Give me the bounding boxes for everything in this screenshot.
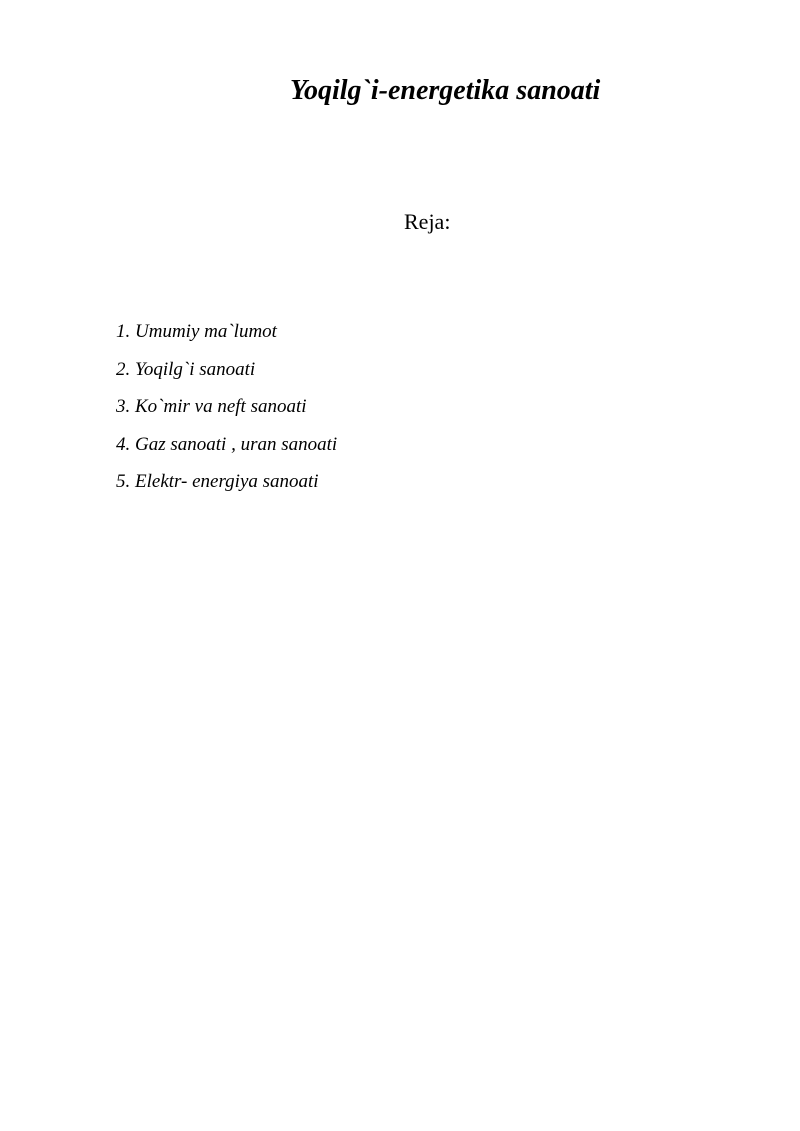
- plan-heading: Reja:: [404, 209, 451, 234]
- plan-item: 1. Umumiy ma`lumot: [116, 321, 277, 342]
- plan-item: 4. Gaz sanoati , uran sanoati: [116, 433, 338, 455]
- plan-item: 2. Yoqilg`i sanoati: [116, 358, 256, 380]
- document-title: Yoqilg`i-energetika sanoati: [290, 75, 601, 106]
- plan-item: 5. Elektr- energiya sanoati: [116, 471, 319, 492]
- plan-list: [116, 319, 337, 507]
- plan-item: 3. Ko`mir va neft sanoati: [116, 396, 307, 417]
